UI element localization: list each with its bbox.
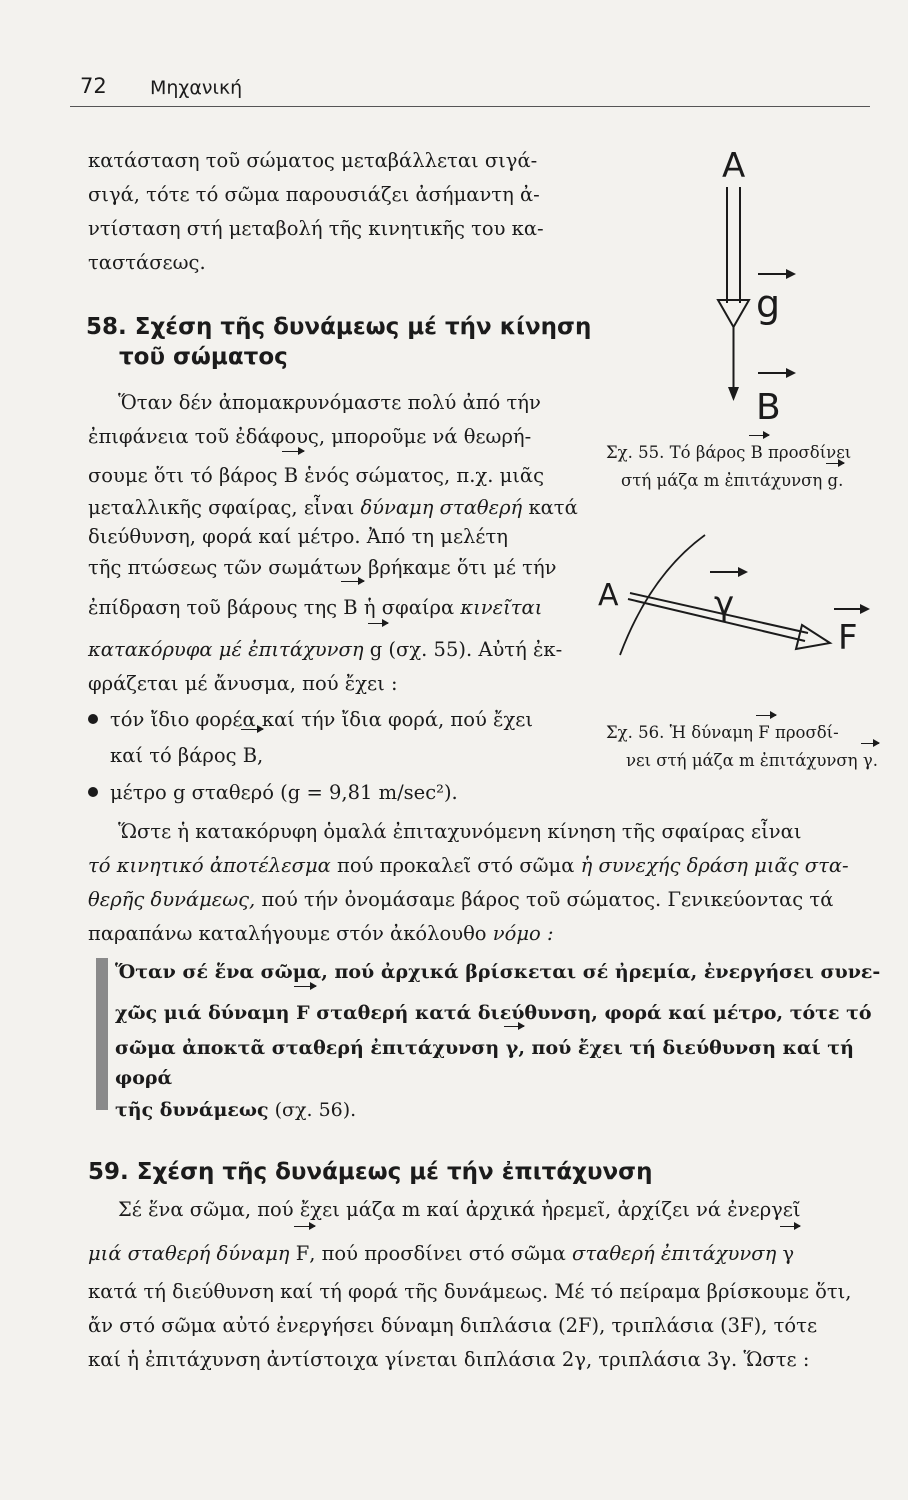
text-line: Ὥστε ἡ κατακόρυφη ὁμαλά ἐπιταχυνόμενη κίνηση τῆς σφαίρας εἶναι — [118, 820, 802, 843]
text-line: καί ἡ ἐπιτάχυνση ἀντίστοιχα γίνεται διπλάσια 2γ, τριπλάσια 3γ. Ὥστε : — [88, 1348, 810, 1371]
law-line: Ὅταν σέ ἕνα σῶμα, πού ἀρχικά βρίσκεται σέ ἠρεμία, ἐνεργήσει συνε- — [115, 961, 881, 983]
vector-F: F — [296, 1233, 310, 1275]
text-line: τό κινητικό ἀποτέλεσμα πού προκαλεῖ στό σῶμα ἡ συνεχής δράση μιᾶς στα- — [88, 854, 849, 877]
caption-line: στή μάζα m ἐπιτάχυνση g. — [621, 471, 844, 490]
figure-56-diagram — [590, 515, 880, 675]
figure-56-caption — [606, 722, 891, 772]
text-line: φράζεται μέ ἄνυσμα, πού ἔχει : — [88, 672, 398, 695]
force-arrow-head — [796, 625, 830, 649]
section-58-paragraph-1 — [88, 386, 588, 698]
text-line: τῆς πτώσεως τῶν σωμάτων βρήκαμε ὅτι μέ τήν — [88, 556, 557, 579]
page-header — [70, 72, 870, 107]
vector-gamma: γ — [782, 1233, 794, 1275]
section-58-heading — [86, 312, 606, 372]
figure-56-label-gamma: γ — [714, 584, 735, 624]
law-statement — [115, 955, 890, 1127]
text-line: ἄν στό σῶμα αὐτό ἐνεργήσει δύναμη διπλάσια (2F), τριπλάσια (3F), τότε — [88, 1314, 818, 1337]
trajectory-curve — [620, 535, 705, 655]
text-line: μιά σταθερή δύναμη F, πού προσδίνει στό σῶμα σταθερή ἐπιτάχυνση γ — [88, 1233, 888, 1275]
caption-line: Σχ. 55. Τό βάρος B προσδίνει — [606, 443, 852, 462]
vector-B: B — [243, 736, 257, 776]
page-number: 72 — [80, 74, 107, 98]
gamma-vector-arrowhead — [738, 567, 748, 577]
vector-g: g — [370, 630, 382, 670]
text-line: ἐπιφάνεια τοῦ ἐδάφους, μποροῦμε νά θεωρή- — [88, 425, 532, 448]
figure-56-label-A: A — [598, 578, 619, 613]
intro-paragraph — [88, 144, 588, 280]
bullet-item: τόν ἴδιο φορέα καί τήν ἴδια φορά, πού ἔχει — [88, 704, 608, 736]
caption-line: Σχ. 56. Ἡ δύναμη F προσδί- — [606, 723, 839, 742]
figure-56-label-F: F — [838, 618, 858, 658]
bullet-list — [88, 704, 608, 810]
vector-F: F — [758, 723, 770, 742]
intro-line: ταστάσεως. — [88, 251, 206, 274]
text-line: διεύθυνση, φορά καί μέτρο. Ἀπό τη μελέτη — [88, 525, 508, 548]
intro-line: κατάσταση τοῦ σώματος μεταβάλλεται σιγά- — [88, 149, 538, 172]
figure-55-label-g: g — [756, 282, 781, 326]
weight-arrow-tip — [728, 387, 739, 401]
text-line: μεταλλικῆς σφαίρας, εἶναι δύναμη σταθερή κατά — [88, 496, 578, 519]
figure-55-label-B: B — [756, 387, 781, 425]
weight-arrow-head — [718, 300, 749, 327]
vector-gamma: γ — [862, 751, 873, 770]
law-line: σῶμα ἀποκτᾶ σταθερή ἐπιτάχυνση γ, πού ἔχει τή διεύθυνση καί τή φορά — [115, 1033, 890, 1093]
bullet-icon — [88, 714, 98, 724]
vector-g: g — [827, 471, 839, 490]
B-vector-arrowhead — [786, 368, 796, 378]
section-58-paragraph-2 — [88, 815, 888, 951]
section-58-title-line2: τοῦ σώματος — [119, 344, 288, 370]
law-line: τῆς δυνάμεως (σχ. 56). — [115, 1099, 357, 1121]
figure-55-label-A: A — [722, 146, 746, 186]
text-line: Ὅταν δέν ἀπομακρυνόμαστε πολύ ἀπό τήν — [118, 391, 541, 414]
bullet-icon — [88, 787, 98, 797]
text-line: ἐπίδραση τοῦ βάρους της B ἡ σφαίρα κινεῖται — [88, 588, 588, 628]
figure-55-caption — [606, 442, 886, 492]
bullet-item-continuation: καί τό βάρος B, — [88, 736, 608, 776]
vector-F: F — [296, 993, 310, 1033]
text-line: κατά τή διεύθυνση καί τή φορά τῆς δυνάμεως. Μέ τό πείραμα βρίσκουμε ὅτι, — [88, 1280, 852, 1303]
text-line: θερῆς δυνάμεως, πού τήν ὀνομάσαμε βάρος τοῦ σώματος. Γενικεύοντας τά — [88, 888, 834, 911]
bullet-item: μέτρο g σταθερό (g = 9,81 m/sec²). — [88, 776, 608, 810]
caption-line: νει στή μάζα m ἐπιτάχυνση γ. — [626, 751, 878, 770]
intro-line: σιγά, τότε τό σῶμα παρουσιάζει ἀσήμαντη ἀ- — [88, 183, 540, 206]
section-59-title: 59. Σχέση τῆς δυνάμεως μέ τήν ἐπιτάχυνση — [88, 1159, 653, 1185]
F-vector-arrowhead — [860, 604, 870, 614]
text-line: σουμε ὅτι τό βάρος B ἑνός σώματος, π.χ. μιᾶς — [88, 458, 588, 494]
vector-B: B — [284, 458, 298, 494]
intro-line: ντίσταση στή μεταβολή τῆς κινητικῆς του κα- — [88, 217, 544, 240]
section-59 — [88, 1157, 888, 1377]
text-line: παραπάνω καταλήγουμε στόν ἀκόλουθο νόμο : — [88, 922, 554, 945]
g-vector-arrowhead — [786, 269, 796, 279]
vector-gamma: γ — [506, 1033, 519, 1063]
section-58-title-line1: 58. Σχέση τῆς δυνάμεως μέ τήν κίνηση — [86, 314, 592, 340]
text-line: Σέ ἕνα σῶμα, πού ἔχει μάζα m καί ἀρχικά ἠρεμεῖ, ἀρχίζει νά ἐνεργεῖ — [118, 1198, 801, 1221]
vector-B: B — [750, 443, 763, 462]
vector-B: B — [343, 588, 357, 628]
figure-55-diagram — [700, 135, 810, 425]
highlight-bar — [96, 958, 108, 1110]
running-head: Μηχανική — [150, 77, 243, 99]
text-line: κατακόρυφα μέ ἐπιτάχυνση g (σχ. 55). Αὐτή ἐκ- — [88, 630, 588, 670]
law-line: χῶς μιά δύναμη F σταθερή κατά διεύθυνση, φορά καί μέτρο, τότε τό — [115, 993, 890, 1033]
